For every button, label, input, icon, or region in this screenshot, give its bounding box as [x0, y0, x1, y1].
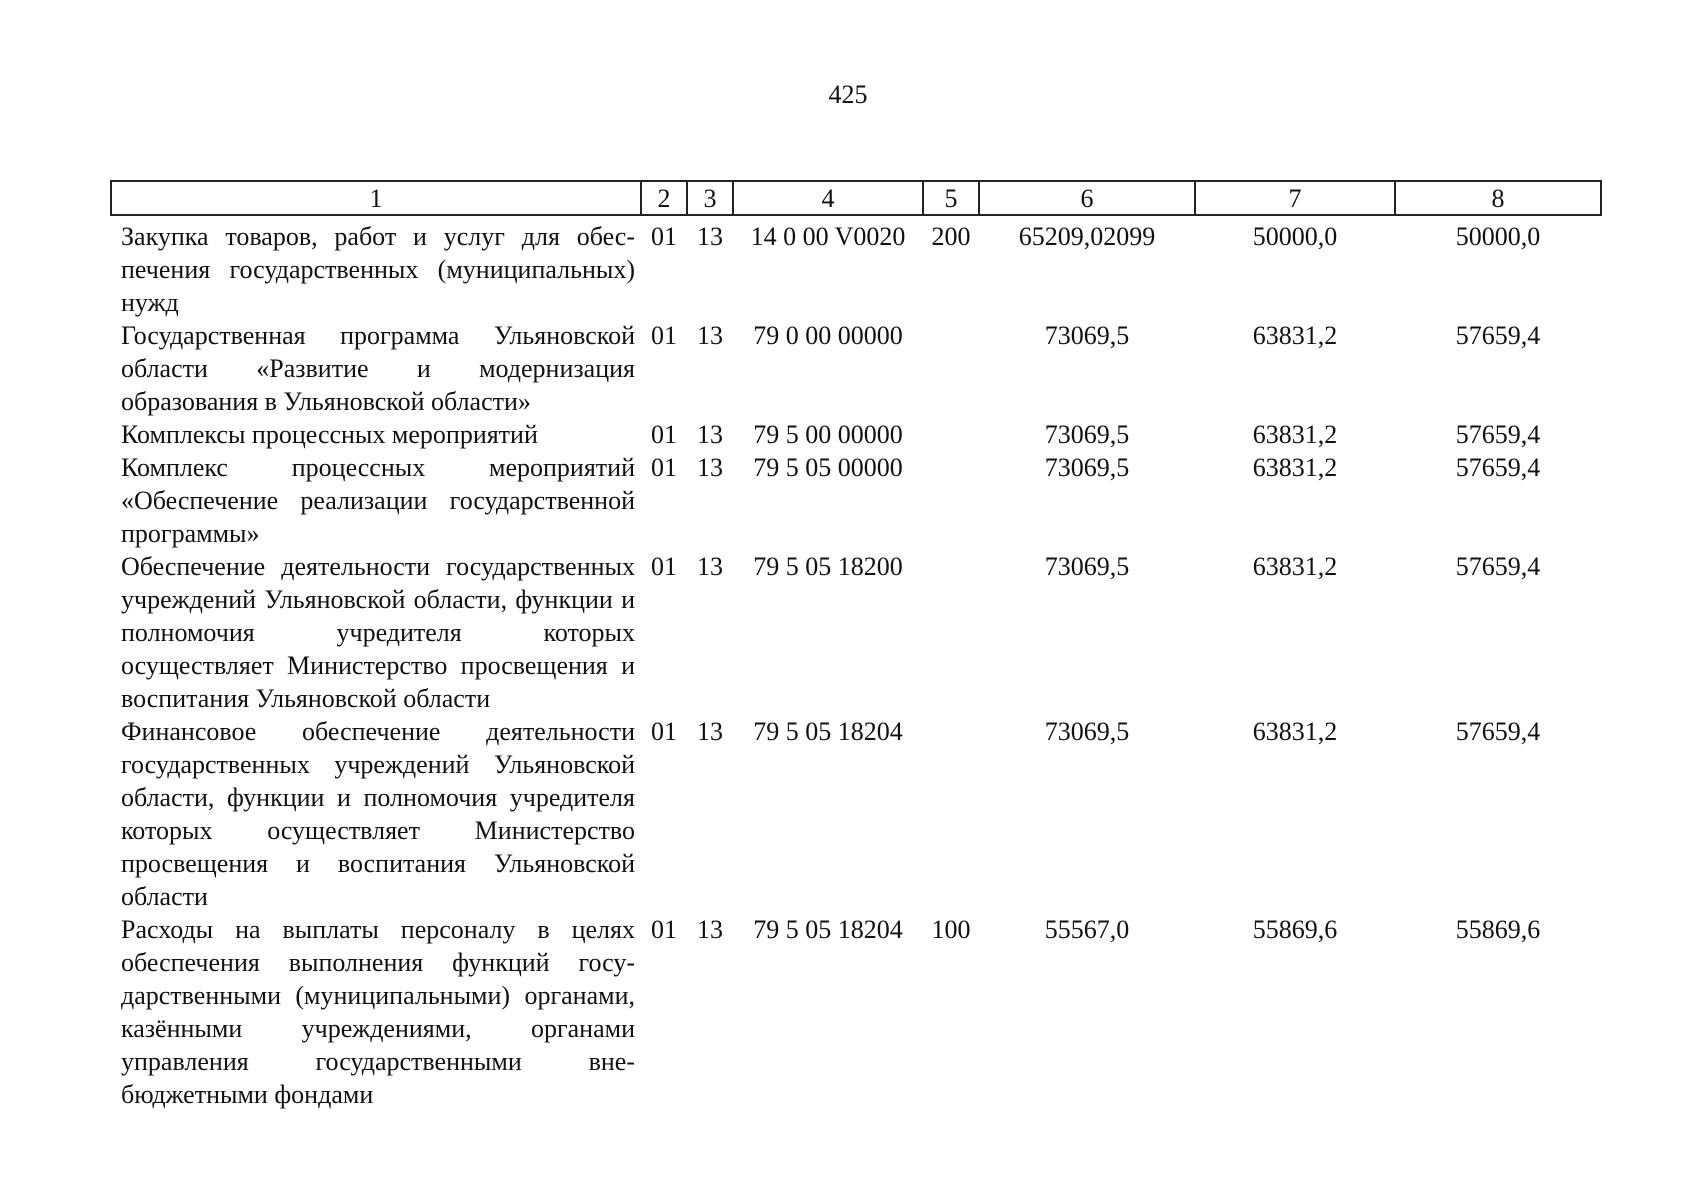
row-expense-type: 100 — [931, 915, 971, 944]
row-name: Государственная программа Ульяновской области «Развитие и модернизация образования в Ульяновской области» — [121, 321, 635, 416]
budget-table — [110, 180, 1602, 1111]
row-subsection: 13 — [697, 552, 723, 581]
table-header — [111, 181, 1601, 215]
row-expense-type — [923, 319, 979, 418]
table-row — [111, 418, 1601, 451]
row-section: 01 — [651, 552, 677, 581]
row-amount-6: 73069,5 — [1044, 420, 1130, 449]
row-amount-7: 63831,2 — [1252, 321, 1338, 350]
row-name: Комплексы процессных мероприятий — [121, 420, 538, 449]
row-amount-6: 73069,5 — [1044, 717, 1130, 746]
row-subsection: 13 — [697, 915, 723, 944]
row-subsection: 13 — [697, 717, 723, 746]
row-subsection: 13 — [697, 420, 723, 449]
row-target-code: 79 5 00 00000 — [753, 420, 903, 449]
row-amount-6: 73069,5 — [1044, 453, 1130, 482]
header-cell-1: 1 — [111, 181, 641, 215]
row-amount-6: 73069,5 — [1044, 321, 1130, 350]
row-name: Закупка товаров, работ и услуг для обеспечения государственных (муниципальных) нужд — [121, 222, 635, 317]
header-row — [111, 181, 1601, 215]
row-subsection: 13 — [697, 453, 723, 482]
row-name: Обеспечение деятельности государственных учреждений Ульяновской области, функции и полномочия учредителя которых осуществляет Министерство просвещения и воспитания Ульяновской области — [121, 552, 635, 713]
table-row — [111, 550, 1601, 715]
row-subsection: 13 — [697, 222, 723, 251]
header-cell-6: 6 — [979, 181, 1195, 215]
row-section: 01 — [651, 420, 677, 449]
row-amount-8: 57659,4 — [1455, 321, 1541, 350]
row-amount-8: 50000,0 — [1455, 222, 1541, 251]
table-row — [111, 913, 1601, 1111]
header-cell-2: 2 — [641, 181, 687, 215]
row-name: Комплекс процессных мероприятий «Обеспечение реализации государственной программы» — [121, 453, 635, 548]
row-amount-8: 57659,4 — [1455, 453, 1541, 482]
row-target-code: 79 0 00 00000 — [753, 321, 903, 350]
row-amount-8: 57659,4 — [1455, 552, 1541, 581]
row-target-code: 14 0 00 V0020 — [750, 222, 906, 251]
row-expense-type — [923, 418, 979, 451]
header-cell-5: 5 — [923, 181, 979, 215]
row-name: Финансовое обеспечение деятельности государственных учреждений Ульяновской области, функции и полномочия учредителя которых осуществляет Министерство просвещения и воспитания Ульяновской области — [121, 717, 635, 911]
row-target-code: 79 5 05 18200 — [753, 552, 903, 581]
table-row — [111, 215, 1601, 319]
row-section: 01 — [651, 717, 677, 746]
table-row — [111, 319, 1601, 418]
page-number: 425 — [828, 80, 868, 109]
header-cell-4: 4 — [733, 181, 923, 215]
row-section: 01 — [651, 222, 677, 251]
row-amount-7: 55869,6 — [1252, 915, 1338, 944]
row-name: Расходы на выплаты персоналу в целях обеспечения выполнения функций государственными (муниципальными) органами, казёнными учреждениями, органами управления государственными внебюджетными фондами — [121, 915, 635, 1109]
header-cell-3: 3 — [687, 181, 733, 215]
row-expense-type — [923, 715, 979, 913]
row-amount-7: 50000,0 — [1252, 222, 1338, 251]
row-amount-8: 55869,6 — [1455, 915, 1541, 944]
table-row — [111, 451, 1601, 550]
row-section: 01 — [651, 915, 677, 944]
row-amount-8: 57659,4 — [1455, 420, 1541, 449]
table-body — [111, 215, 1601, 1111]
row-amount-7: 63831,2 — [1252, 717, 1338, 746]
row-amount-8: 57659,4 — [1455, 717, 1541, 746]
row-expense-type — [923, 451, 979, 550]
row-amount-7: 63831,2 — [1252, 453, 1338, 482]
row-section: 01 — [651, 453, 677, 482]
row-subsection: 13 — [697, 321, 723, 350]
header-cell-7: 7 — [1195, 181, 1395, 215]
row-expense-type: 200 — [931, 222, 971, 251]
header-cell-8: 8 — [1395, 181, 1601, 215]
row-expense-type — [923, 550, 979, 715]
row-target-code: 79 5 05 00000 — [753, 453, 903, 482]
row-target-code: 79 5 05 18204 — [753, 717, 903, 746]
row-amount-6: 55567,0 — [1044, 915, 1130, 944]
row-section: 01 — [651, 321, 677, 350]
row-amount-6: 65209,02099 — [1018, 222, 1156, 251]
row-amount-7: 63831,2 — [1252, 552, 1338, 581]
row-amount-7: 63831,2 — [1252, 420, 1338, 449]
table-row — [111, 715, 1601, 913]
row-target-code: 79 5 05 18204 — [753, 915, 903, 944]
row-amount-6: 73069,5 — [1044, 552, 1130, 581]
